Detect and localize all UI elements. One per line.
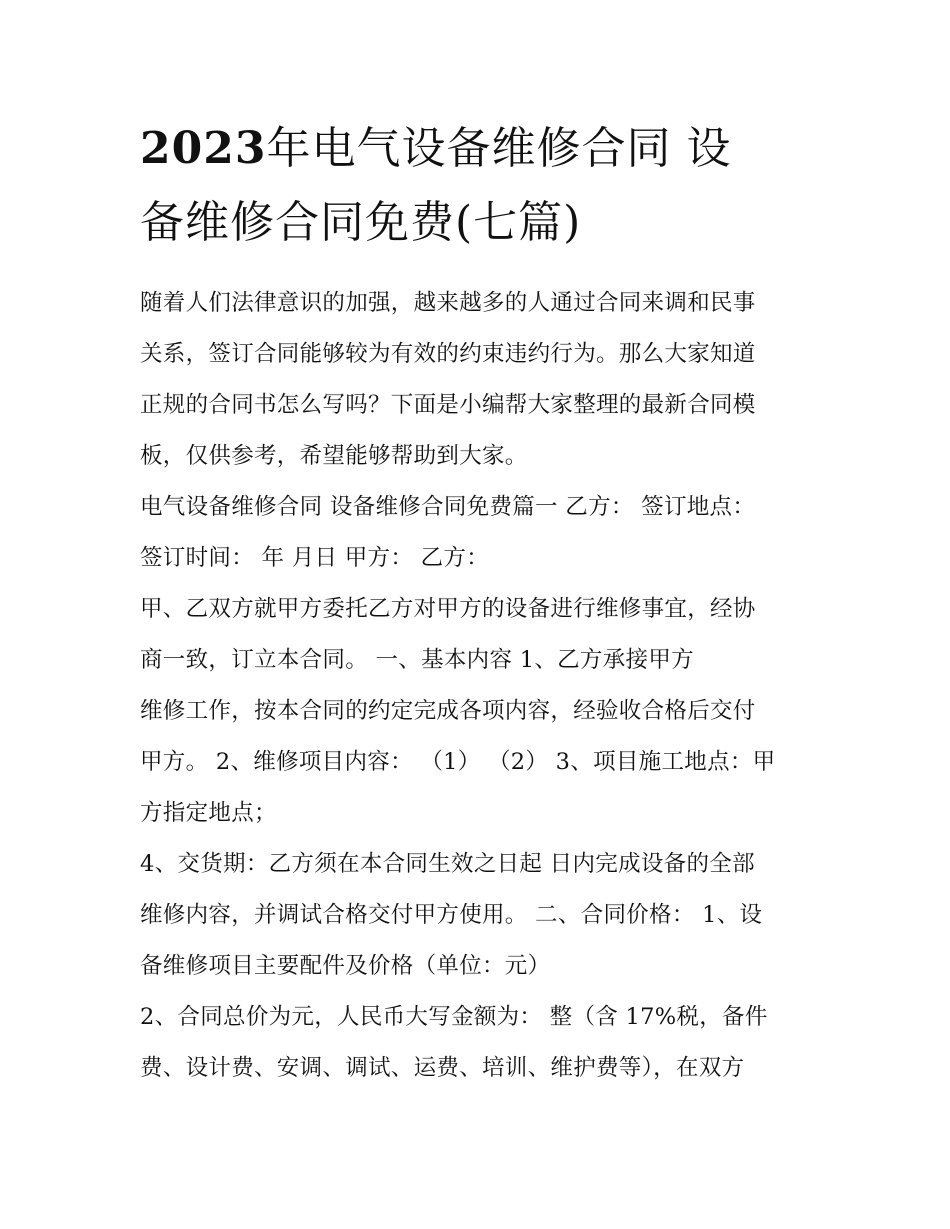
paragraph-basic-content [140,584,830,839]
text-line: 板，仅供参考，希望能够帮助到大家。 [140,443,528,469]
text-line: 备维修项目主要配件及价格（单位：元） [140,953,551,979]
paragraph-total-price [140,992,830,1094]
title-line-1: 年电气设备维修合同 设 [266,123,732,174]
document-title [140,112,820,260]
text-line: 维修内容，并调试合格交付甲方使用。 二、合同价格： 1、设 [140,902,763,928]
text-line: 维修工作，按本合同的约定完成各项内容，经验收合格后交付 [140,698,756,724]
paragraph-intro [140,278,830,482]
text-line: 电气设备维修合同 设备维修合同免费篇一 乙方： 签订地点： [140,494,756,520]
text-line: 4、交货期：乙方须在本合同生效之日起 日内完成设备的全部 [140,851,755,877]
text-line: 方指定地点； [140,800,277,826]
title-year: 2023 [140,123,267,174]
title-line-2: 备维修合同免费(七篇) [140,197,582,248]
text-line: 随着人们法律意识的加强，越来越多的人通过合同来调和民事 [140,290,756,316]
text-line: 2、合同总价为元，人民币大写金额为： 整（含 17%税，备件 [140,1004,768,1030]
text-line: 费、设计费、安调、调试、运费、培训、维护费等），在双方 [140,1055,745,1081]
text-line: 关系，签订合同能够较为有效的约束违约行为。那么大家知道 [140,341,756,367]
text-line: 商一致，订立本合同。 一、基本内容 1、乙方承接甲方 [140,647,694,673]
text-line: 正规的合同书怎么写吗？下面是小编帮大家整理的最新合同模 [140,392,756,418]
paragraph-delivery [140,839,830,992]
text-line: 甲、乙双方就甲方委托乙方对甲方的设备进行维修事宜，经协 [140,596,756,622]
text-line: 签订时间： 年 月日 甲方： 乙方： [140,545,490,571]
paragraph-contract-header [140,482,830,584]
document-body [140,278,830,1094]
text-line: 甲方。 2、维修项目内容： （1） （2） 3、项目施工地点：甲 [140,749,776,775]
